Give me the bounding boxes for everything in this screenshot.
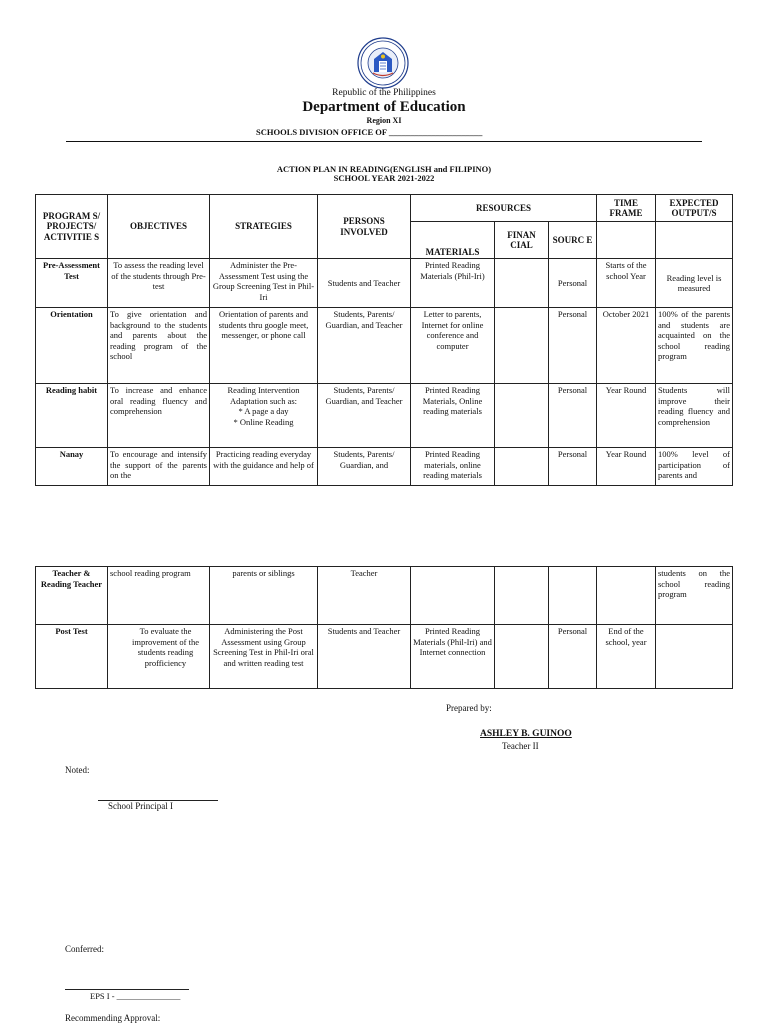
region-text: Region XI xyxy=(366,116,402,125)
header-divider xyxy=(66,141,702,142)
header-expected-blank xyxy=(656,222,733,259)
preparer-position: Teacher II xyxy=(502,741,539,751)
prepared-by-label: Prepared by: xyxy=(446,703,492,713)
table-row xyxy=(36,567,733,625)
header-time-frame-blank xyxy=(597,222,656,259)
cell-materials: Printed Reading Materials (Phil-Iri) and Internet connection xyxy=(411,625,495,689)
cell-objectives: To encourage and intensify the support of the parents on the xyxy=(108,448,210,486)
cell-objectives: To give orientation and background to the students and parents about the reading program of the school xyxy=(108,308,210,384)
action-plan-table-continued xyxy=(35,566,733,689)
cell-materials: Letter to parents, Internet for online conference and computer xyxy=(411,308,495,384)
cell-objectives: school reading program xyxy=(108,567,210,625)
cell-source: Personal xyxy=(549,259,597,308)
noted-label: Noted: xyxy=(65,765,90,775)
cell-program: Nanay xyxy=(36,448,108,486)
cell-financial xyxy=(495,567,549,625)
cell-source xyxy=(549,567,597,625)
strategy-line: * A page a day xyxy=(238,406,289,416)
cell-expected: 100% level of participation of parents and xyxy=(656,448,733,486)
cell-persons: Students, Parents/ Guardian, and Teacher xyxy=(318,384,411,448)
cell-financial xyxy=(495,308,549,384)
cell-financial xyxy=(495,448,549,486)
cell-strategies: Orientation of parents and students thru google meet, messenger, or phone call xyxy=(210,308,318,384)
action-plan-table xyxy=(35,194,733,486)
plan-title-line2: SCHOOL YEAR 2021-2022 xyxy=(333,173,435,183)
cell-time-frame: Starts of the school Year xyxy=(597,259,656,308)
cell-expected: Reading level is measured xyxy=(656,259,733,308)
cell-program: Orientation xyxy=(36,308,108,384)
cell-objectives: To increase and enhance oral reading fluency and comprehension xyxy=(108,384,210,448)
cell-persons: Students, Parents/ Guardian, and Teacher xyxy=(318,308,411,384)
cell-strategies: Practicing reading everyday with the guidance and help of xyxy=(210,448,318,486)
cell-strategies: parents or siblings xyxy=(210,567,318,625)
header-program: PROGRAM S/ PROJECTS/ ACTIVITIE S xyxy=(36,195,108,259)
cell-time-frame: October 2021 xyxy=(597,308,656,384)
cell-materials: Printed Reading Materials, Online reading materials xyxy=(411,384,495,448)
header-resources: RESOURCES xyxy=(411,195,597,222)
cell-persons: Students and Teacher xyxy=(318,625,411,689)
conferred-label: Conferred: xyxy=(65,944,104,954)
cell-expected: 100% of the parents and students are acquainted on the school reading program xyxy=(656,308,733,384)
cell-persons: Teacher xyxy=(318,567,411,625)
cell-source: Personal xyxy=(549,384,597,448)
cell-time-frame: Year Round xyxy=(597,448,656,486)
cell-program: Pre-Assessment Test xyxy=(36,259,108,308)
cell-time-frame: Year Round xyxy=(597,384,656,448)
header-source: SOURC E xyxy=(549,222,597,259)
cell-objectives: To assess the reading level of the students through Pre-test xyxy=(108,259,210,308)
header-expected: EXPECTED OUTPUT/S xyxy=(656,195,733,222)
cell-strategies: Administering the Post Assessment using Group Screening Test in Phil-Iri oral and written reading test xyxy=(210,625,318,689)
cell-objectives: To evaluate the improvement of the students reading profficiency xyxy=(108,625,210,689)
department-title: Department of Education xyxy=(302,99,466,115)
cell-financial xyxy=(495,259,549,308)
cell-strategies: Administer the Pre-Assessment Test using the Group Screening Test in Phil-Iri xyxy=(210,259,318,308)
table-row xyxy=(36,384,733,448)
cell-expected: Students will improve their reading fluency and comprehension xyxy=(656,384,733,448)
cell-persons: Students, Parents/ Guardian, and xyxy=(318,448,411,486)
table-row xyxy=(36,259,733,308)
cell-expected: students on the school reading program xyxy=(656,567,733,625)
header-persons: PERSONS INVOLVED xyxy=(318,195,411,259)
cell-persons: Students and Teacher xyxy=(318,259,411,308)
table-row xyxy=(36,448,733,486)
cell-materials: Printed Reading materials, online reading materials xyxy=(411,448,495,486)
division-office-text: SCHOOLS DIVISION OFFICE OF ______________________ xyxy=(256,127,483,137)
cell-strategies xyxy=(210,384,318,448)
eps-signature-line xyxy=(65,989,189,990)
cell-source: Personal xyxy=(549,448,597,486)
header-time-frame: TIME FRAME xyxy=(597,195,656,222)
cell-source: Personal xyxy=(549,308,597,384)
cell-program: Teacher & Reading Teacher xyxy=(36,567,108,625)
preparer-name: ASHLEY B. GUINOO xyxy=(480,729,572,739)
recommending-approval-label: Recommending Approval: xyxy=(65,1013,161,1023)
cell-financial xyxy=(495,625,549,689)
cell-time-frame: End of the school, year xyxy=(597,625,656,689)
cell-time-frame xyxy=(597,567,656,625)
principal-title: School Principal I xyxy=(108,801,173,811)
header-materials: MATERIALS xyxy=(411,222,495,259)
header-financial: FINAN CIAL xyxy=(495,222,549,259)
cell-program: Post Test xyxy=(36,625,108,689)
strategy-line: * Online Reading xyxy=(233,416,294,427)
cell-materials: Printed Reading Materials (Phil-Iri) xyxy=(411,259,495,308)
table-row xyxy=(36,308,733,384)
cell-program: Reading habit xyxy=(36,384,108,448)
republic-text: Republic of the Philippines xyxy=(332,88,436,98)
plan-title xyxy=(0,165,768,183)
eps-title: EPS I - _______________ xyxy=(90,991,181,1001)
cell-materials xyxy=(411,567,495,625)
strategy-line: Reading Intervention Adaptation such as: xyxy=(227,385,300,406)
plan-title-line1: ACTION PLAN IN READING(ENGLISH and FILIPINO) xyxy=(276,164,492,174)
cell-financial xyxy=(495,384,549,448)
header-strategies: STRATEGIES xyxy=(210,195,318,259)
table-row xyxy=(36,625,733,689)
header-objectives: OBJECTIVES xyxy=(108,195,210,259)
cell-source: Personal xyxy=(549,625,597,689)
deped-seal-logo xyxy=(357,37,409,89)
cell-expected xyxy=(656,625,733,689)
